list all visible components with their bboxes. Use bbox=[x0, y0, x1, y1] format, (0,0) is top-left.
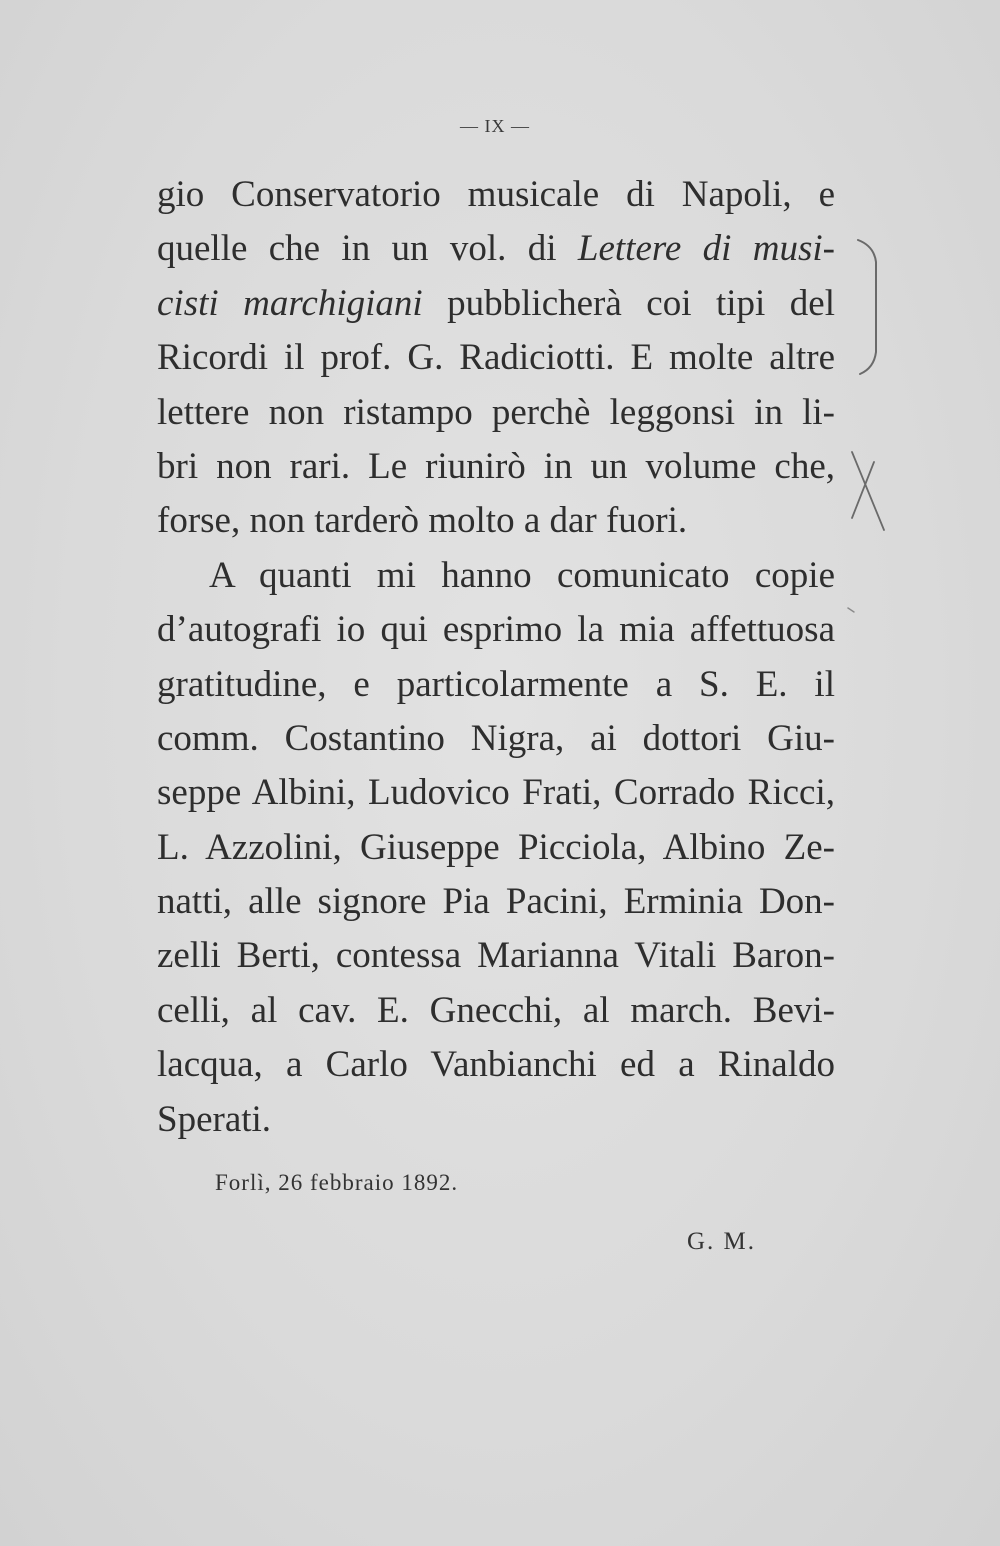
pencil-cross-mark bbox=[852, 452, 884, 530]
signature-initials: G. M. bbox=[687, 1228, 757, 1255]
italic-title-fragment: Lettere di musi- bbox=[577, 228, 836, 270]
text-fragment: pubblicherà coi tipi del bbox=[422, 282, 835, 324]
text-line: lacqua, a Carlo Vanbianchi ed a Rinaldo bbox=[157, 1044, 835, 1086]
text-line: d’autografi io qui esprimo la mia affettuosa bbox=[157, 609, 835, 651]
italic-title-fragment: cisti marchigiani bbox=[157, 282, 423, 324]
text-line: lettere non ristampo perchè leggonsi in li- bbox=[157, 391, 835, 433]
text-line: A quanti mi hanno comunicato copie bbox=[209, 554, 835, 596]
text-line: Sperati. bbox=[157, 1098, 272, 1140]
pencil-bracket-mark bbox=[858, 240, 876, 374]
text-line: comm. Costantino Nigra, ai dottori Giu- bbox=[157, 717, 835, 759]
text-line: gio Conservatorio musicale di Napoli, e bbox=[157, 174, 835, 215]
text-line: gratitudine, e particolarmente a S. E. il bbox=[157, 663, 835, 705]
text-line: forse, non tarderò molto a dar fuori. bbox=[157, 500, 688, 542]
text-line bbox=[157, 222, 835, 276]
page-number: — IX — bbox=[460, 116, 530, 136]
pencil-tick-mark bbox=[848, 608, 854, 612]
text-line: bri non rari. Le riunirò in un volume che, bbox=[157, 445, 835, 487]
text-line: zelli Berti, contessa Marianna Vitali Baron- bbox=[157, 935, 835, 977]
text-line: Ricordi il prof. G. Radiciotti. E molte altre bbox=[157, 337, 835, 379]
dateline: Forlì, 26 febbraio 1892. bbox=[215, 1170, 459, 1195]
text-line: L. Azzolini, Giuseppe Picciola, Albino Ze- bbox=[157, 826, 835, 868]
text-fragment: quelle che in un vol. di bbox=[157, 228, 578, 270]
text-line: natti, alle signore Pia Pacini, Erminia Don- bbox=[157, 881, 835, 923]
body-text bbox=[157, 168, 835, 1147]
text-line: celli, al cav. E. Gnecchi, al march. Bevi- bbox=[157, 989, 835, 1031]
text-line: seppe Albini, Ludovico Frati, Corrado Ricci, bbox=[157, 772, 835, 814]
text-line bbox=[157, 277, 835, 331]
